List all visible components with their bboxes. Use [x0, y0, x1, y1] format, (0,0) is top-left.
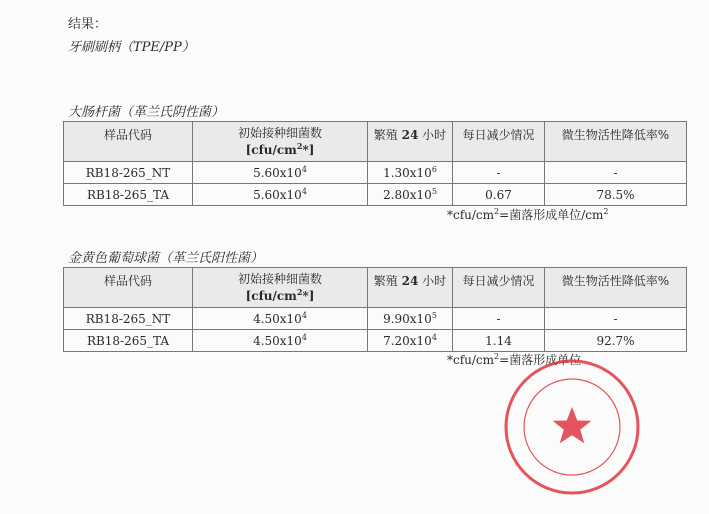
- product-title: 牙刷刷柄（TPE/PP）: [68, 40, 195, 55]
- table-header-row: [64, 122, 687, 162]
- footnote-sup: 2: [494, 352, 500, 361]
- unit-sup: 2: [296, 286, 303, 297]
- cell-activity: -: [545, 162, 687, 184]
- footnote-sup2: 2: [603, 207, 609, 216]
- growth-base: 1.30x10: [383, 165, 432, 180]
- header-daily-reduction: 每日减少情况: [453, 122, 545, 162]
- footnote-ecoli: [447, 206, 608, 223]
- header-initial-count-unit: [193, 142, 367, 159]
- growth-num: 24: [401, 274, 419, 288]
- initial-base: 5.60x10: [253, 165, 302, 180]
- footnote-post: =菌落形成单位/cm: [499, 208, 604, 222]
- initial-exp: 4: [301, 164, 307, 174]
- growth-label: 繁殖: [373, 128, 398, 142]
- footnote-post: =菌落形成单位: [499, 353, 582, 367]
- cell-initial: [193, 308, 368, 330]
- cell-sample-code: RB18-265_NT: [64, 162, 193, 184]
- star-icon: [553, 407, 592, 443]
- footnote-pre: *cfu/cm: [447, 353, 495, 367]
- results-table-staph: [63, 267, 687, 352]
- growth-unit: 小时: [422, 128, 447, 142]
- growth-exp: 5: [431, 186, 437, 196]
- footnote-sup: 2: [494, 207, 500, 216]
- cell-growth: [368, 308, 453, 330]
- cell-initial: [193, 162, 368, 184]
- section-title-staph: 金黄色葡萄球菌（革兰氏阳性菌）: [68, 251, 264, 266]
- growth-exp: 4: [431, 332, 437, 342]
- growth-base: 7.20x10: [383, 333, 432, 348]
- cell-initial: [193, 184, 368, 206]
- header-growth: [368, 268, 453, 308]
- header-sample-code: 样品代码: [64, 122, 193, 162]
- initial-base: 4.50x10: [253, 311, 302, 326]
- unit-pre: [cfu/cm: [245, 288, 297, 303]
- table-header-row: [64, 268, 687, 308]
- growth-unit: 小时: [422, 274, 447, 288]
- header-initial-count: [193, 268, 368, 308]
- cell-daily: 0.67: [453, 184, 545, 206]
- growth-exp: 6: [431, 164, 437, 174]
- unit-post: *]: [302, 288, 315, 303]
- cell-growth: [368, 330, 453, 352]
- cell-initial: [193, 330, 368, 352]
- header-activity-reduction: 微生物活性降低率%: [545, 122, 687, 162]
- initial-exp: 4: [301, 332, 307, 342]
- cell-growth: [368, 184, 453, 206]
- cell-daily: -: [453, 308, 545, 330]
- header-sample-code: 样品代码: [64, 268, 193, 308]
- growth-label: 繁殖: [373, 274, 398, 288]
- table-row: [64, 308, 687, 330]
- header-growth: [368, 122, 453, 162]
- section-title-ecoli: 大肠杆菌（革兰氏阴性菌）: [68, 105, 225, 120]
- unit-sup: 2: [296, 140, 303, 151]
- unit-pre: [cfu/cm: [245, 142, 297, 157]
- results-label: 结果：: [68, 17, 108, 32]
- table-row: [64, 330, 687, 352]
- growth-base: 2.80x10: [383, 187, 432, 202]
- table-row: [64, 184, 687, 206]
- table-row: [64, 162, 687, 184]
- footnote-pre: *cfu/cm: [447, 208, 495, 222]
- header-initial-count-label: 初始接种细菌数: [237, 125, 322, 140]
- header-activity-reduction: 微生物活性降低率%: [545, 268, 687, 308]
- initial-base: 4.50x10: [253, 333, 302, 348]
- initial-base: 5.60x10: [253, 187, 302, 202]
- cell-sample-code: RB18-265_TA: [64, 184, 193, 206]
- header-initial-count-unit: [193, 288, 367, 305]
- growth-num: 24: [401, 128, 419, 142]
- cell-activity: 78.5%: [545, 184, 687, 206]
- header-initial-count-label: 初始接种细菌数: [237, 271, 322, 286]
- growth-base: 9.90x10: [383, 311, 432, 326]
- cell-sample-code: RB18-265_TA: [64, 330, 193, 352]
- growth-exp: 5: [431, 310, 437, 320]
- cell-daily: 1.14: [453, 330, 545, 352]
- cell-growth: [368, 162, 453, 184]
- results-table-ecoli: [63, 121, 687, 206]
- cell-daily: -: [453, 162, 545, 184]
- unit-post: *]: [302, 142, 315, 157]
- header-daily-reduction: 每日减少情况: [453, 268, 545, 308]
- company-seal: [502, 357, 642, 497]
- cell-activity: 92.7%: [545, 330, 687, 352]
- cell-activity: -: [545, 308, 687, 330]
- initial-exp: 4: [301, 186, 307, 196]
- cell-sample-code: RB18-265_NT: [64, 308, 193, 330]
- header-initial-count: [193, 122, 368, 162]
- initial-exp: 4: [301, 310, 307, 320]
